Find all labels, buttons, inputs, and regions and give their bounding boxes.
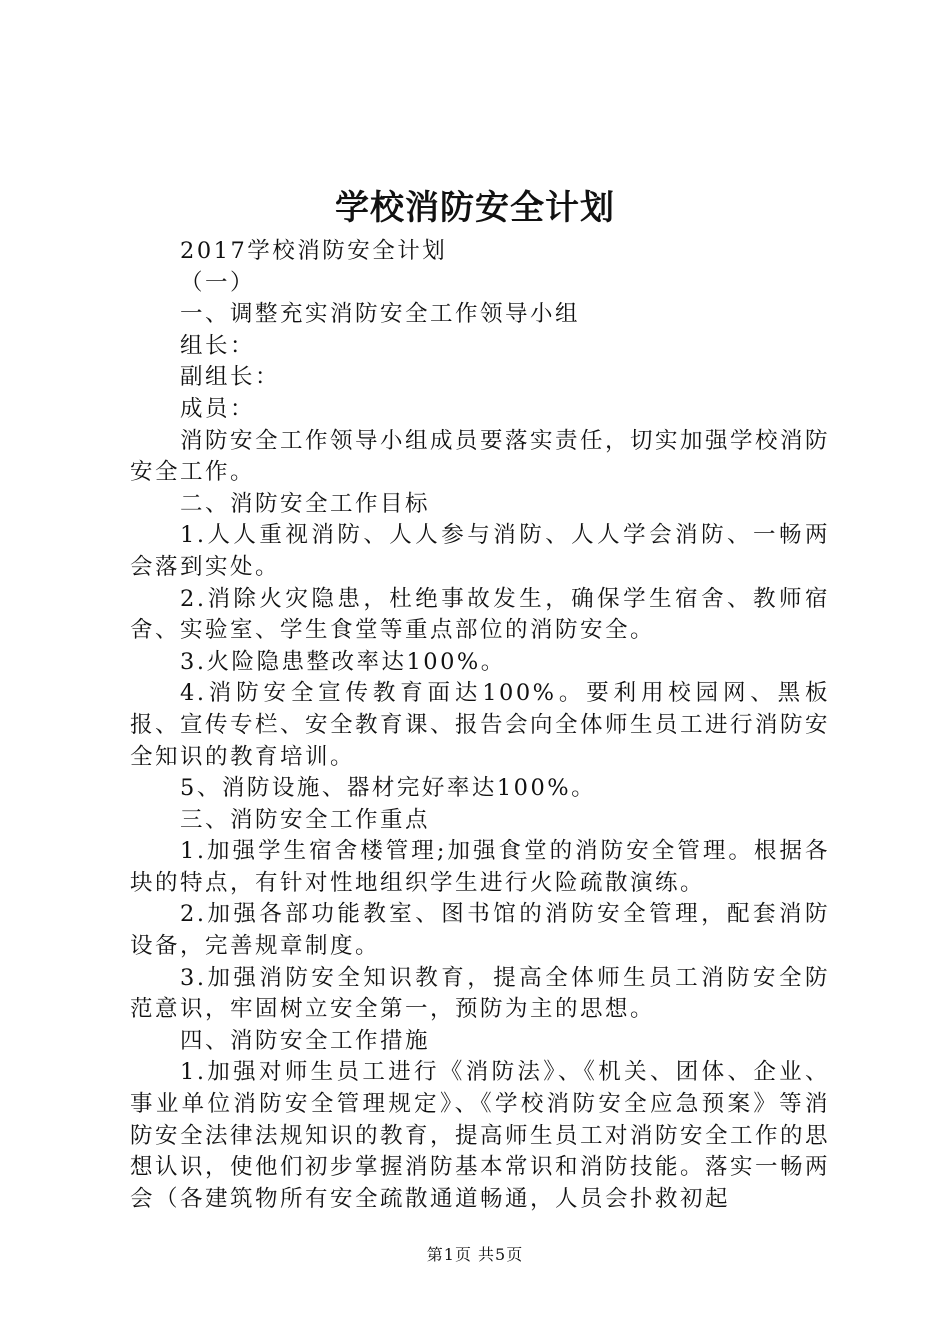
paragraph: 2017学校消防安全计划 [180,238,448,264]
paragraph: 副组长： [180,364,281,391]
paragraph: （一） [180,269,256,296]
list-item: 3.加强消防安全知识教育，提高全体师生员工消防安全防范意识，牢固树立安全第一，预防为主的思想。 [130,964,830,1023]
list-item: 5、消防设施、器材完好率达100%。 [180,775,597,802]
page-number-footer: 第1页 共5页 [426,1245,524,1264]
list-item: 2.加强各部功能教室、图书馆的消防安全管理，配套消防设备，完善规章制度。 [130,901,830,960]
document-title: 学校消防安全计划 [335,188,615,228]
list-item: 1.加强对师生员工进行《消防法》、《机关、团体、企业、事业单位消防安全管理规定》、《学校消防安全应急预案》等消防安全法律法规知识的教育，提高师生员工对消防安全工作的思想认识，使他们初步掌握消防基本常识和消防技能。落实一畅两会（各建筑物所有安全疏散通道畅通，人员会扑救初起 [130,1059,831,1212]
list-item: 4.消防安全宣传教育面达100%。要利用校园网、黑板报、宣传专栏、安全教育课、报告会向全体师生员工进行消防安全知识的教育培训。 [130,680,831,770]
section-heading: 一、调整充实消防安全工作领导小组 [180,301,581,328]
document-body [130,236,830,1215]
section-heading: 四、消防安全工作措施 [180,1027,431,1054]
list-item: 1.人人重视消防、人人参与消防、人人学会消防、一畅两会落到实处。 [130,522,830,580]
section-heading: 二、消防安全工作目标 [180,490,431,517]
paragraph: 成员： [180,395,256,422]
list-item: 2.消除火灾隐患，杜绝事故发生，确保学生宿舍、教师宿舍、实验室、学生食堂等重点部位的消防安全。 [130,585,830,644]
paragraph: 消防安全工作领导小组成员要落实责任，切实加强学校消防安全工作。 [130,427,831,486]
paragraph: 组长： [180,332,256,359]
list-item: 3.火险隐患整改率达100%。 [180,648,506,675]
section-heading: 三、消防安全工作重点 [180,806,431,833]
list-item: 1.加强学生宿舍楼管理;加强食堂的消防安全管理。根据各块的特点，有针对性地组织学生进行火险疏散演练。 [130,838,830,896]
